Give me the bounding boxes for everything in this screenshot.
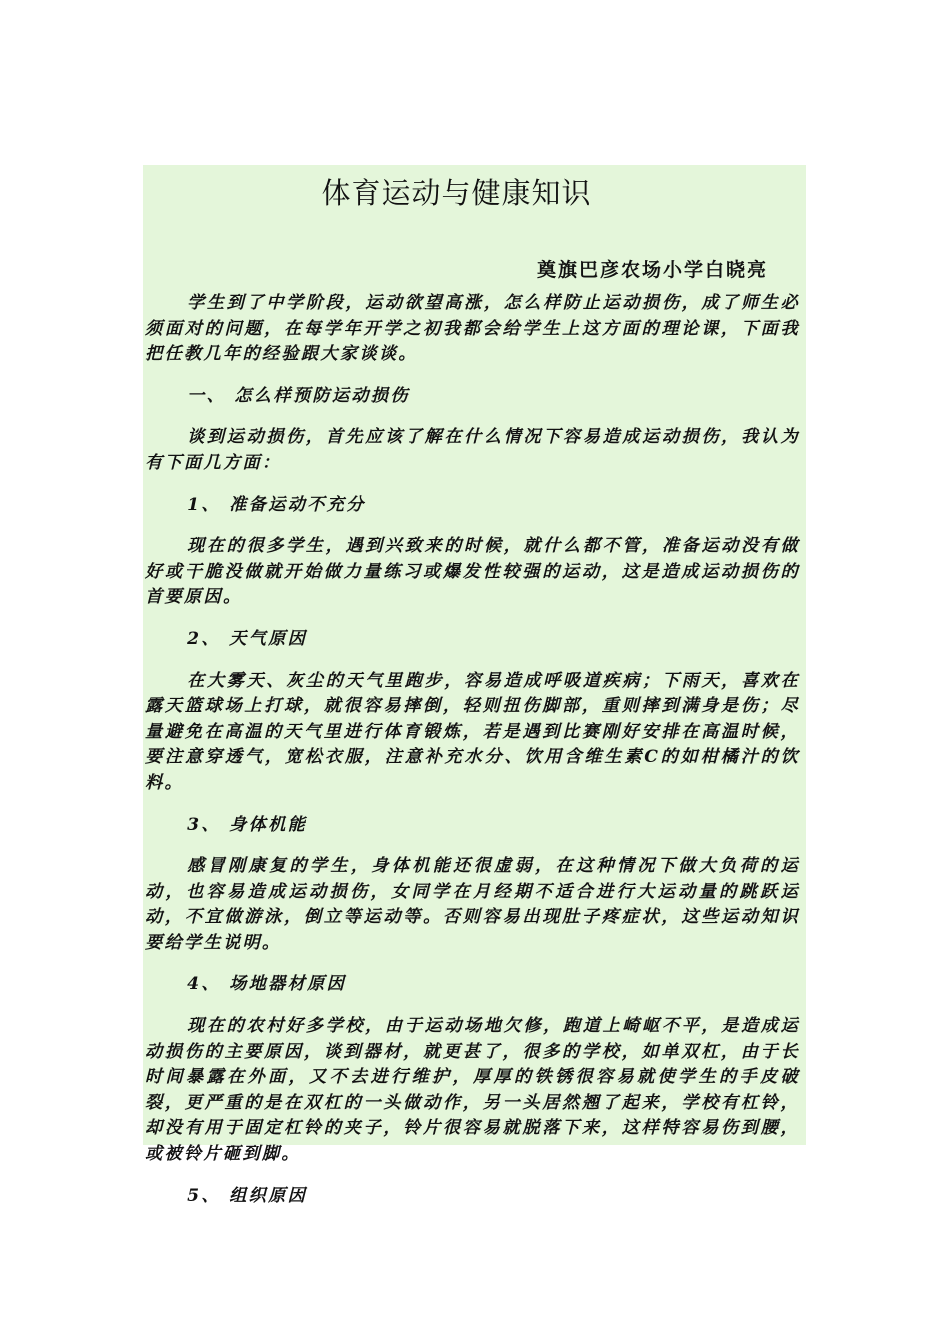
- section-intro-paragraph: 谈到运动损伤，首先应该了解在什么情况下容易造成运动损伤，我认为有下面几方面：: [145, 427, 800, 473]
- document-title: 体育运动与健康知识: [321, 176, 592, 210]
- body-function-paragraph: 感冒刚康复的学生，身体机能还很虚弱，在这种情况下做大负荷的运动，也容易造成运动损伤，女同学在月经期不适合进行大运动量的跳跃运动，不宜做游泳，倒立等运动等。否则容易出现肚子疼症状，这些运动知识要给学生说明。: [145, 856, 800, 953]
- subheading-weather: 2、 天气原因: [187, 628, 308, 649]
- author-line: 奠旗巴彦农场小学白晓亮: [536, 259, 768, 281]
- intro-paragraph: 学生到了中学阶段，运动欲望高涨，怎么样防止运动损伤，成了师生必须面对的问题，在每学年开学之初我都会给学生上这方面的理论课，下面我把任教几年的经验跟大家谈谈。: [145, 293, 800, 365]
- document-page: [143, 165, 806, 1206]
- subheading-facilities: 4、 场地器材原因: [187, 974, 347, 995]
- warmup-paragraph: 现在的很多学生，遇到兴致来的时候，就什么都不管，准备运动没有做好或干脆没做就开始做力量练习或爆发性较强的运动，这是造成运动损伤的首要原因。: [145, 536, 800, 608]
- section-heading-prevent-injury: 一、 怎么样预防运动损伤: [187, 385, 410, 406]
- facilities-paragraph: 现在的农村好多学校，由于运动场地欠修，跑道上崎岖不平，是造成运动损伤的主要原因，谈到器材，就更甚了，很多的学校，如单双杠，由于长时间暴露在外面，又不去进行维护，厚厚的铁锈很容易就使学生的手皮破裂，更严重的是在双杠的一头做动作，另一头居然翘了起来，学校有杠铃，却没有用于固定杠铃的夹子，铃片很容易就脱落下来，这样特容易伤到腰，或被铃片砸到脚。: [145, 1016, 800, 1165]
- weather-paragraph: 在大雾天、灰尘的天气里跑步，容易造成呼吸道疾病；下雨天，喜欢在露天篮球场上打球，就很容易摔倒，轻则扭伤脚部，重则摔到满身是伤；尽量避免在高温的天气里进行体育锻炼，若是遇到比赛刚好安排在高温时候，要注意穿透气，宽松衣服，注意补充水分、饮用含维生素C的如柑橘汁的饮料。: [145, 670, 800, 793]
- document-body: [145, 291, 800, 1225]
- subheading-warmup: 1、 准备运动不充分: [187, 494, 366, 515]
- subheading-body-function: 3、 身体机能: [187, 814, 308, 835]
- subheading-organization: 5、 组织原因: [187, 1185, 308, 1206]
